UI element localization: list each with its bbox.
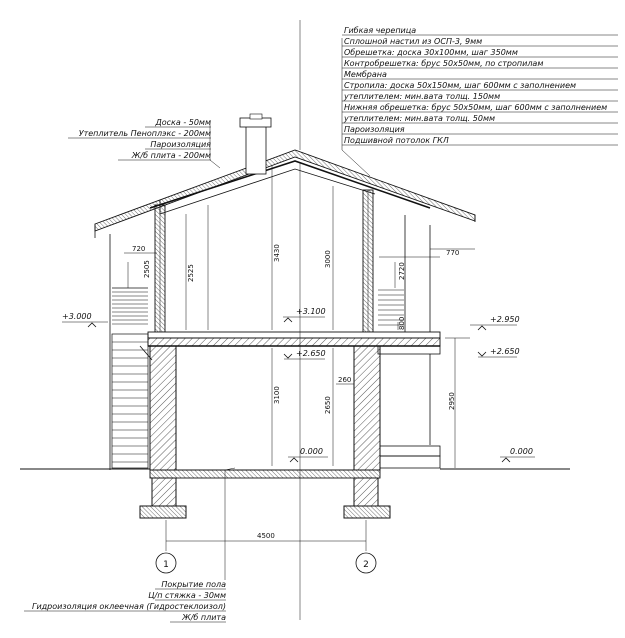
floor-note-1: Покрытие пола [161,580,226,589]
foundation [140,470,390,518]
roof-note-1: Гибкая черепица [344,26,417,35]
slab-notes [68,118,211,160]
level-left-top: +3.000 [62,312,92,321]
floor-note-3: Гидроизоляция оклеечная (Гидростеклоизол) [31,602,226,611]
dim-left-wall-a: 2505 [143,260,151,278]
slab-note-4: Ж/б плита - 200мм [131,151,211,160]
interfloor-slab [148,332,440,346]
dim-axis-span: 4500 [257,532,275,540]
axis-labels [163,560,369,570]
roof-note-4: Контробрешетка: брус 50х50мм, по стропилам [344,59,544,68]
roof-note-3: Обрешетка: доска 30х100мм, шаг 350мм [344,48,518,57]
axis-label-1: 1 [163,560,169,570]
dim-ground-floor-clear: 2650 [324,396,332,414]
roof-note-8: Нижняя обрешетка: брус 50х50мм, шаг 600мм с заполнением [344,103,608,112]
axis-label-2: 2 [363,560,369,570]
roof-note-2: Сплошной настил из ОСП-3, 9мм [344,37,483,46]
dim-overhang-left: 720 [132,245,146,253]
roof [95,150,475,238]
dim-overhang-right: 770 [446,249,460,257]
slab-note-2: Утеплитель Пеноплэкс - 200мм [78,129,211,138]
slab-note-3: Пароизоляция [150,140,211,149]
dim-right-total: 2950 [448,392,456,410]
level-labels [62,307,533,456]
level-inner-ground: 0.000 [300,447,323,456]
level-right-ground: 0.000 [510,447,533,456]
attic-walls [155,190,373,332]
floor-notes [24,580,226,622]
level-inner-slab: +2.650 [296,349,326,358]
level-inner-floor2: +3.100 [296,307,326,316]
roof-note-5: Мембрана [344,70,387,79]
floor-note-4: Ж/б плита [182,613,226,622]
roof-note-7: утеплителем: мин.вата толщ. 150мм [344,92,501,101]
level-right-top: +2.950 [490,315,520,324]
roof-note-9: утеплителем: мин.вата толщ. 50мм [344,114,496,123]
dim-left-wall-b: 2525 [187,264,195,282]
floor-note-2: Ц/п стяжка - 30мм [148,591,226,600]
dim-ground-floor-total: 3100 [273,386,281,404]
roof-note-6: Стропила: доска 50х150мм, шаг 600мм с заполнением [344,81,577,90]
dim-attic-height: 3000 [324,250,332,268]
dim-right-small: 800 [398,316,406,330]
ground-line [20,469,570,470]
dim-wall-thickness: 260 [338,376,352,384]
dimension-labels [132,244,459,540]
axis-markers [156,553,376,573]
slab-note-1: Доска - 50мм [155,118,211,127]
ground-floor-walls [150,346,380,470]
level-right-slab: +2.650 [490,347,520,356]
roof-notes [342,26,618,145]
chimney [240,114,271,174]
dim-ridge-height: 3430 [273,244,281,262]
roof-note-10: Пароизоляция [344,125,405,134]
roof-note-11: Подшивной потолок ГКЛ [344,136,449,145]
dim-right-attic: 2720 [398,262,406,280]
